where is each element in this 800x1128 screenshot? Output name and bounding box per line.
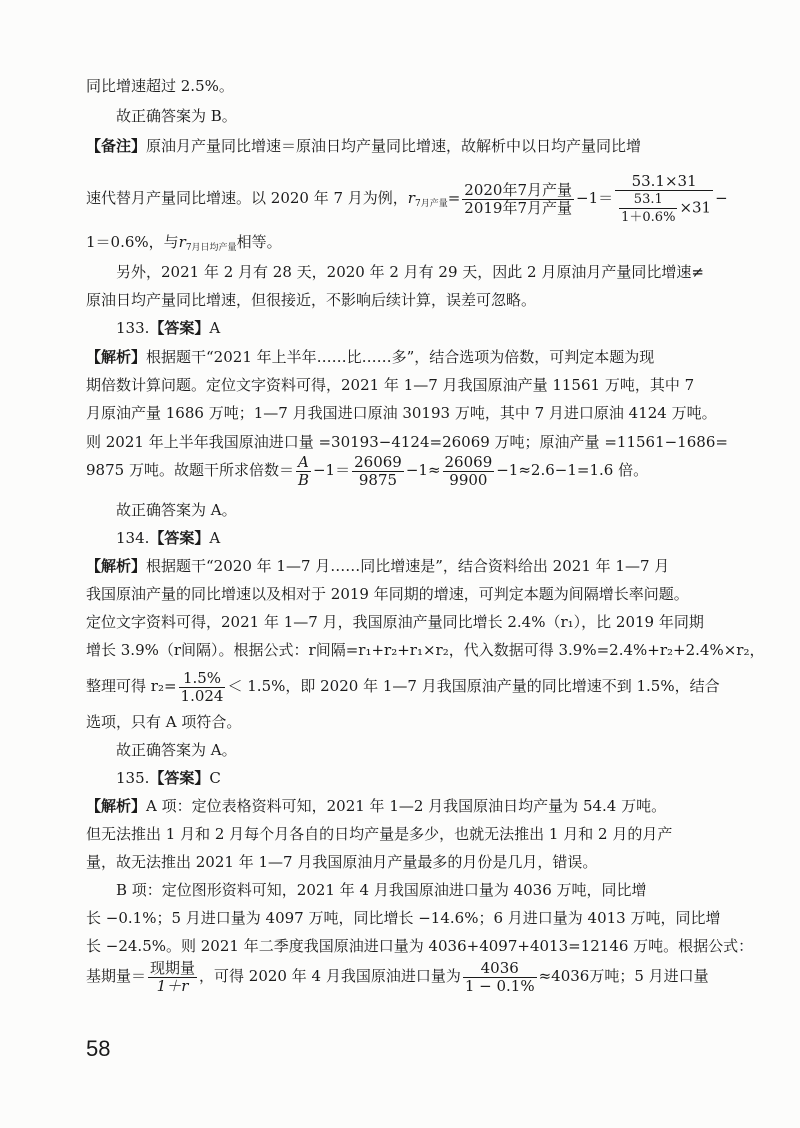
analysis-line: 【解析】根据题干“2021 年上半年……比……多”，结合选项为倍数，可判定本题为现 bbox=[86, 348, 655, 366]
text-line: 我国原油产量的同比增速以及相对于 2019 年同期的增速，可判定本题为间隔增长率问题。 bbox=[86, 585, 689, 603]
formula-line: 基期量＝ $\frac{\text{现期量}}{1+r}$ ，可得 2020 年 4 月我国原油进口量为 $\frac{4036}{1 - 0.1\%}$ ≈4036万吨；5 月进口量 bbox=[86, 958, 709, 995]
text-line: B 项：定位图形资料可知，2021 年 4 月我国原油进口量为 4036 万吨，同比增 bbox=[116, 881, 647, 899]
text-line: 原油日均产量同比增速，但很接近，不影响后续计算，误差可忽略。 bbox=[86, 291, 537, 309]
text-line: 长 −24.5%。则 2021 年二季度我国原油进口量为 4036+4097+4013=12146 万吨。根据公式： bbox=[86, 937, 754, 955]
answer-heading-134: 134.【答案】A bbox=[116, 529, 221, 547]
text-line: 增长 3.9%（r间隔）。根据公式：r间隔=r₁+r₂+r₁×r₂，代入数据可得 3.9%=2.4%+r₂+2.4%×r₂， bbox=[86, 641, 765, 659]
text-line: 选项，只有 A 项符合。 bbox=[86, 713, 242, 731]
formula-line: 速代替月产量同比增速。以 2020 年 7 月为例，$r_{7月产量}=$ $\frac{\text{2020年7月产量}}{\text{2019年7月产量}}$ −1＝ 53.1×31 $\frac{53.1}{1+0.6\%}$ ×31 − bbox=[86, 171, 728, 225]
text-line: 则 2021 年上半年我国原油进口量 =30193−4124=26069 万吨；原油产量 =11561−1686= bbox=[86, 433, 728, 451]
text-line: 另外，2021 年 2 月有 28 天，2020 年 2 月有 29 天，因此 2 月原油月产量同比增速≠ bbox=[116, 263, 704, 281]
note-line: 【备注】原油月产量同比增速＝原油日均产量同比增速，故解析中以日均产量同比增 bbox=[86, 137, 642, 155]
text-line: 月原油产量 1686 万吨；1—7 月我国进口原油 30193 万吨，其中 7 月进口原油 4124 万吨。 bbox=[86, 404, 717, 422]
text-line: 长 −0.1%；5 月进口量为 4097 万吨，同比增长 −14.6%；6 月进口量为 4013 万吨，同比增 bbox=[86, 909, 721, 927]
page-number: 58 bbox=[86, 1036, 111, 1061]
nested-fraction: 53.1×31 $\frac{53.1}{1+0.6\%}$ ×31 bbox=[615, 173, 713, 226]
answer-heading-133: 133.【答案】A bbox=[116, 319, 221, 337]
text-line: 量，故无法推出 2021 年 1—7 月我国原油月产量最多的月份是几月，错误。 bbox=[86, 853, 598, 871]
answer-heading-135: 135.【答案】C bbox=[116, 769, 221, 787]
text-line: 1＝0.6%，与$r_{7月日均产量}$相等。 bbox=[86, 233, 282, 253]
formula-line: 9875 万吨。故题干所求倍数＝ $\frac{A}{B}$ −1＝ $\frac{26069}{9875}$ −1≈ $\frac{26069}{9900}$ −1≈2.6−1=1.6 倍。 bbox=[86, 452, 649, 489]
text-line: 但无法推出 1 月和 2 月每个月各自的日均产量是多少，也就无法推出 1 月和 2 月的月产 bbox=[86, 825, 673, 843]
text-line: 同比增速超过 2.5%。 bbox=[86, 77, 234, 95]
answer-line: 故正确答案为 A。 bbox=[116, 501, 237, 519]
formula-line: 整理可得 r₂= $\frac{1.5\%}{1.024}$ ＜ 1.5%，即 2020 年 1—7 月我国原油产量的同比增速不到 1.5%，结合 bbox=[86, 668, 720, 705]
fraction: $\frac{\text{2020年7月产量}}{\text{2019年7月产量}}$ bbox=[464, 180, 572, 217]
analysis-line: 【解析】根据题干“2020 年 1—7 月……同比增速是”，结合资料给出 2021 年 1—7 月 bbox=[86, 557, 670, 575]
note-tag: 【备注】 bbox=[86, 137, 147, 155]
answer-line: 故正确答案为 B。 bbox=[116, 107, 237, 125]
text-line: 定位文字资料可得，2021 年 1—7 月，我国原油产量同比增长 2.4%（r₁），比 2019 年同期 bbox=[86, 613, 704, 631]
answer-line: 故正确答案为 A。 bbox=[116, 741, 237, 759]
text-line: 期倍数计算问题。定位文字资料可得，2021 年 1—7 月我国原油产量 11561 万吨，其中 7 bbox=[86, 376, 695, 394]
analysis-line: 【解析】A 项：定位表格资料可知，2021 年 1—2 月我国原油日均产量为 54.4 万吨。 bbox=[86, 797, 667, 815]
